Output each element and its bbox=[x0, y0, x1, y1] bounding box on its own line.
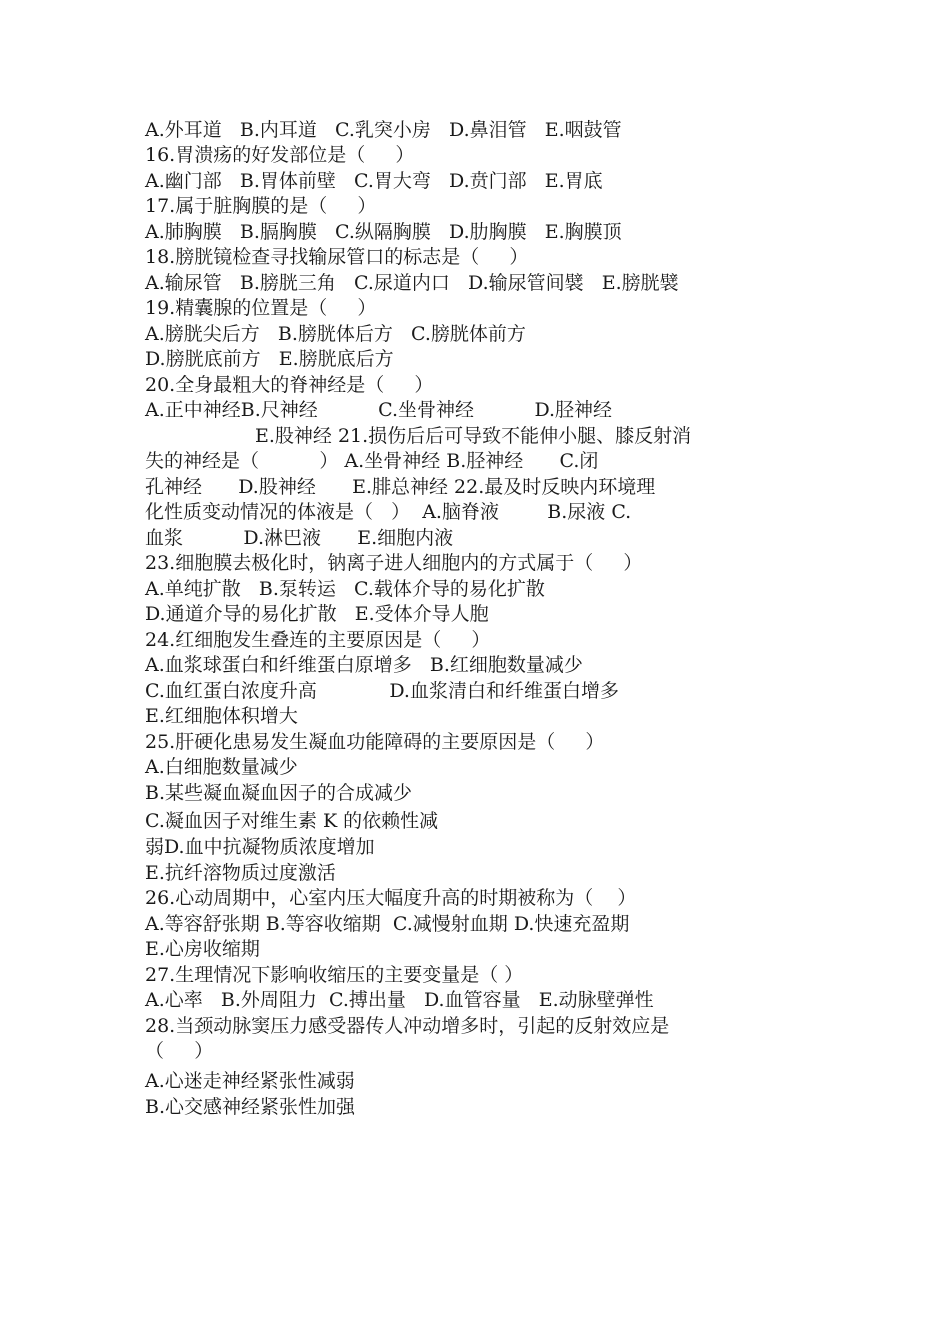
question-25: 25.肝硬化患易发生凝血功能障碍的主要原因是（ ） bbox=[145, 731, 605, 753]
option-line-19a: A.膀胱尖后方 B.膀胱体后方 C.膀胱体前方 bbox=[145, 323, 526, 345]
option-line-20: A.正中神经B.尺神经 C.坐骨神经 D.胫神经 bbox=[145, 399, 613, 421]
option-line-28b: B.心交感神经紧张性加强 bbox=[145, 1096, 356, 1118]
option-line-17: A.肺胸膜 B.膈胸膜 C.纵隔胸膜 D.肋胸膜 E.胸膜顶 bbox=[145, 221, 622, 243]
option-line-18: A.输尿管 B.膀胱三角 C.尿道内口 D.输尿管间襞 E.膀胱襞 bbox=[145, 272, 679, 294]
option-line-16: A.幽门部 B.胃体前壁 C.胃大弯 D.贲门部 E.胃底 bbox=[145, 170, 603, 192]
question-16: 16.胃溃疡的好发部位是（ ） bbox=[145, 144, 415, 166]
question-26: 26.心动周期中，心室内压大幅度升高的时期被称为（ ） bbox=[145, 887, 637, 909]
option-line-25b: B.某些凝血凝血因子的合成减少 bbox=[145, 782, 413, 804]
option-line-24a: A.血浆球蛋白和纤维蛋白原增多 B.红细胞数量减少 bbox=[145, 654, 583, 676]
question-19: 19.精囊腺的位置是（ ） bbox=[145, 297, 377, 319]
option-line-28a: A.心迷走神经紧张性减弱 bbox=[145, 1070, 355, 1092]
text-line-22b: 化性质变动情况的体液是（ ） A.脑脊液 B.尿液 C. bbox=[145, 501, 632, 523]
option-line-26b: E.心房收缩期 bbox=[145, 938, 260, 960]
text-line-21b: 失的神经是（ ） A.坐骨神经 B.胫神经 C.闭 bbox=[145, 450, 599, 472]
option-line-24b: C.血红蛋白浓度升高 D.血浆清白和纤维蛋白增多 bbox=[145, 680, 619, 702]
question-24: 24.红细胞发生叠连的主要原因是（ ） bbox=[145, 629, 491, 651]
question-23: 23.细胞膜去极化时，钠离子进人细胞内的方式属于（ ） bbox=[145, 552, 643, 574]
option-line-26a: A.等容舒张期 B.等容收缩期 C.减慢射血期 D.快速充盈期 bbox=[145, 913, 630, 935]
question-28-blank: （ ） bbox=[145, 1040, 214, 1062]
question-18: 18.膀胱镜检查寻找输尿管口的标志是（ ） bbox=[145, 246, 529, 268]
question-17: 17.属于脏胸膜的是（ ） bbox=[145, 195, 377, 217]
option-line-23a: A.单纯扩散 B.泵转运 C.载体介导的易化扩散 bbox=[145, 578, 545, 600]
option-line-15: A.外耳道 B.内耳道 C.乳突小房 D.鼻泪管 E.咽鼓管 bbox=[145, 119, 622, 141]
option-line-25d: 弱D.血中抗凝物质浓度增加 bbox=[145, 836, 375, 858]
option-line-19b: D.膀胱底前方 E.膀胱底后方 bbox=[145, 348, 394, 370]
text-line-21a: E.股神经 21.损伤后后可导致不能伸小腿、膝反射消 bbox=[255, 425, 692, 447]
question-20: 20.全身最粗大的脊神经是（ ） bbox=[145, 374, 434, 396]
option-line-24c: E.红细胞体积增大 bbox=[145, 705, 298, 727]
option-line-25a: A.白细胞数量减少 bbox=[145, 756, 298, 778]
text-line-22a: 孔神经 D.股神经 E.腓总神经 22.最及时反映内环境理 bbox=[145, 476, 656, 498]
option-line-25c: C.凝血因子对维生素 K 的依赖性减 bbox=[145, 810, 439, 832]
question-28: 28.当颈动脉窦压力感受器传人冲动增多时，引起的反射效应是 bbox=[145, 1015, 670, 1037]
option-line-27: A.心率 B.外周阻力 C.搏出量 D.血管容量 E.动脉壁弹性 bbox=[145, 989, 654, 1011]
question-27: 27.生理情况下影响收缩压的主要变量是（ ） bbox=[145, 964, 524, 986]
text-line-22c: 血浆 D.淋巴液 E.细胞内液 bbox=[145, 527, 454, 549]
option-line-25e: E.抗纤溶物质过度激活 bbox=[145, 862, 336, 884]
option-line-23b: D.通道介导的易化扩散 E.受体介导人胞 bbox=[145, 603, 489, 625]
